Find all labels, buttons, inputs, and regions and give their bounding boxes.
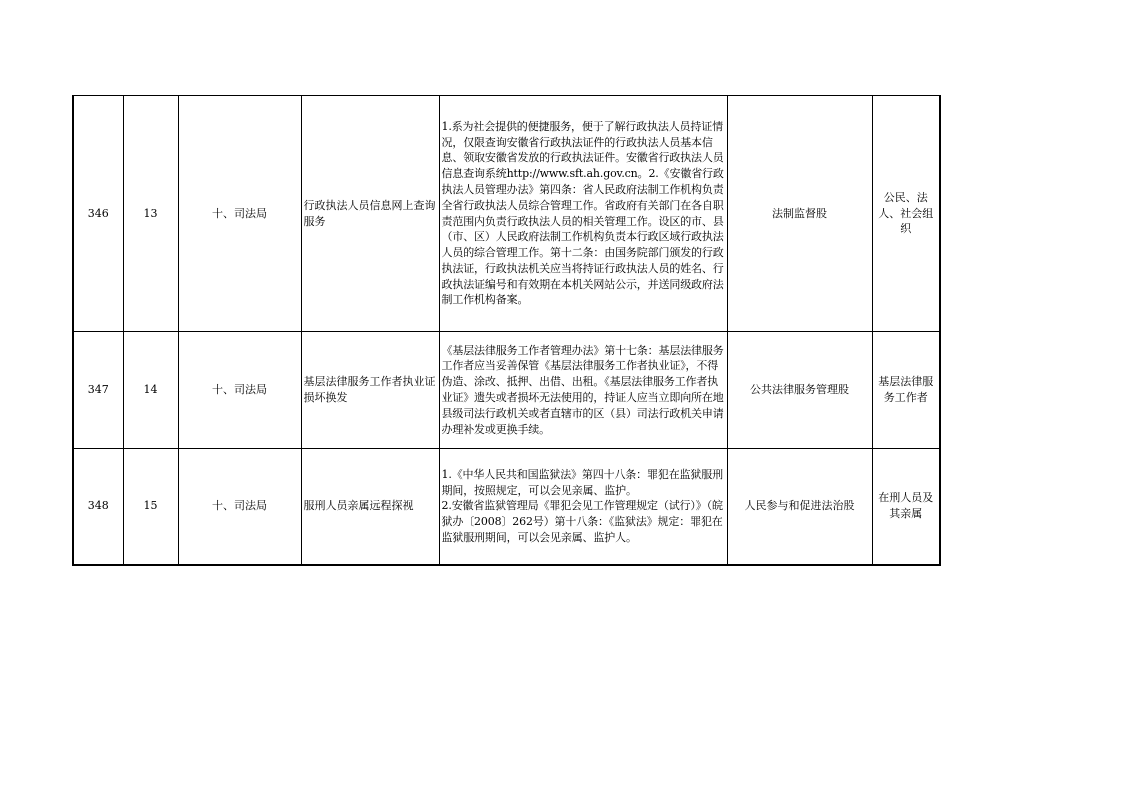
service-item-cell: 基层法律服务工作者执业证损坏换发: [301, 332, 439, 449]
item-number-cell: 13: [123, 96, 178, 332]
service-item-cell: 行政执法人员信息网上查询服务: [301, 96, 439, 332]
table-row: [73, 449, 940, 565]
department-cell: 十、司法局: [178, 96, 301, 332]
responsible-unit-cell: 公共法律服务管理股: [727, 332, 872, 449]
responsible-unit-cell: 人民参与和促进法治股: [727, 449, 872, 565]
services-table: [72, 95, 941, 566]
department-cell: 十、司法局: [178, 449, 301, 565]
item-number-cell: 14: [123, 332, 178, 449]
legal-basis-cell: 1.系为社会提供的便捷服务，便于了解行政执法人员持证情况，仅限查询安徽省行政执法证件的行政执法人员基本信息、领取安徽省发放的行政执法证件。安徽省行政执法人员信息查询系统http://www.sft.ah.gov.cn。2.《安徽省行政执法人员管理办法》第四条：省人民政府法制工作机构负责全省行政执法人员综合管理工作。省政府有关部门在各自职责范围内负责行政执法人员的相关管理工作。设区的市、县（市、区）人民政府法制工作机构负责本行政区域行政执法人员的综合管理工作。第十二条：由国务院部门颁发的行政执法证，行政执法机关应当将持证行政执法人员的姓名、行政执法证编号和有效期在本机关网站公示，并送同级政府法制工作机构备案。: [439, 96, 727, 332]
table-row: [73, 332, 940, 449]
legal-basis-cell: 《基层法律服务工作者管理办法》第十七条：基层法律服务工作者应当妥善保管《基层法律服务工作者执业证》，不得伪造、涂改、抵押、出借、出租。《基层法律服务工作者执业证》遗失或者损坏无法使用的，持证人应当立即向所在地县级司法行政机关或者直辖市的区（县）司法行政机关申请办理补发或更换手续。: [439, 332, 727, 449]
table-row: [73, 96, 940, 332]
seq-cell: 348: [73, 449, 123, 565]
responsible-unit-cell: 法制监督股: [727, 96, 872, 332]
department-cell: 十、司法局: [178, 332, 301, 449]
item-number-cell: 15: [123, 449, 178, 565]
service-item-cell: 服刑人员亲属远程探视: [301, 449, 439, 565]
service-target-cell: 公民、法人、社会组织: [872, 96, 940, 332]
service-target-cell: 在刑人员及其亲属: [872, 449, 940, 565]
legal-basis-line: 1.《中华人民共和国监狱法》第四十八条：罪犯在监狱服刑期间，按照规定，可以会见亲属、监护。: [441, 467, 723, 497]
service-target-cell: 基层法律服务工作者: [872, 332, 940, 449]
seq-cell: 347: [73, 332, 123, 449]
legal-basis-line: 2.安徽省监狱管理局《罪犯会见工作管理规定（试行）》（皖狱办〔2008〕262号）第十八条：《监狱法》规定：罪犯在监狱服刑期间，可以会见亲属、监护人。: [441, 499, 723, 544]
legal-basis-cell: [439, 449, 727, 565]
seq-cell: 346: [73, 96, 123, 332]
